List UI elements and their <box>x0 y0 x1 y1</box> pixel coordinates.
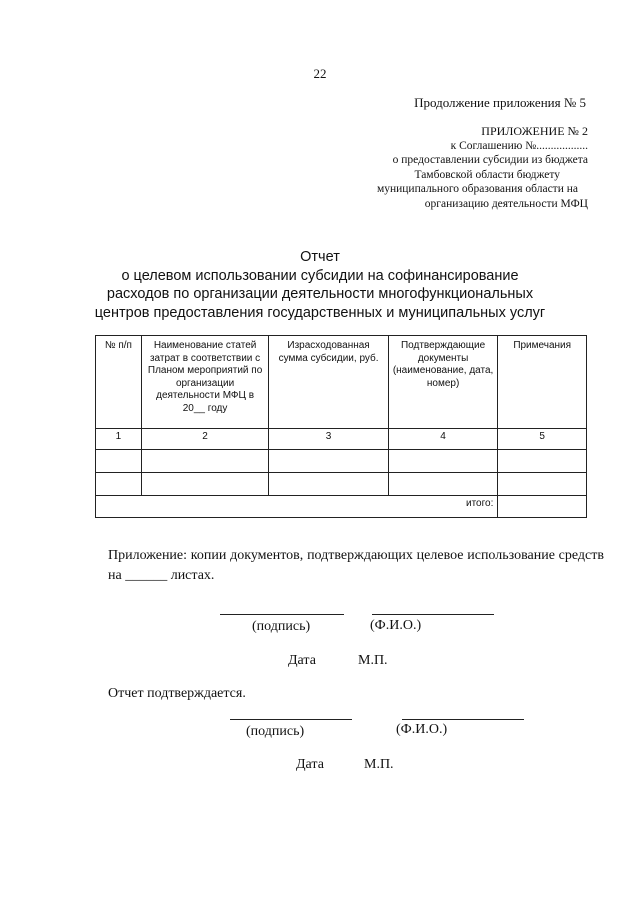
signature-label: (подпись) <box>246 724 305 739</box>
continuation-label: Продолжение приложения № 5 <box>414 95 586 110</box>
date-label: Дата <box>296 757 324 772</box>
report-title-line-2: о целевом использовании субсидии на софинансирование <box>121 267 519 284</box>
name-line <box>402 719 524 720</box>
signature-line <box>220 614 344 615</box>
table-cell[interactable] <box>96 473 142 496</box>
table-column-numbers-row <box>96 429 587 450</box>
table-total-row <box>96 496 587 518</box>
report-title-line-1: Отчет <box>300 249 340 265</box>
page-number: 22 <box>313 66 327 81</box>
column-number: 4 <box>388 429 498 450</box>
column-number: 3 <box>269 429 388 450</box>
annex-line-3: Тамбовской области бюджету <box>414 168 560 181</box>
total-label: итого: <box>96 496 498 518</box>
agreement-number-blank: .................. <box>536 139 588 152</box>
signature-line <box>230 719 352 720</box>
table-cell[interactable] <box>141 450 269 473</box>
header-documents: Подтверждающие документы (наименование, дата, номер) <box>388 336 498 429</box>
table-cell[interactable] <box>388 473 498 496</box>
seal-label: М.П. <box>358 653 388 668</box>
column-number: 1 <box>96 429 142 450</box>
header-notes: Примечания <box>498 336 587 429</box>
date-label: Дата <box>288 653 316 668</box>
attachment-note: Приложение: копии документов, подтверждающих целевое использование средств на ______ листах. <box>108 548 604 583</box>
report-title <box>0 248 640 322</box>
name-label: (Ф.И.О.) <box>396 722 448 737</box>
annex-line-5: организацию деятельности МФЦ <box>424 197 588 210</box>
table-row <box>96 450 587 473</box>
report-title-line-4: центров предоставления государственных и муниципальных услуг <box>94 304 546 321</box>
table-cell[interactable] <box>269 450 388 473</box>
seal-label: М.П. <box>364 757 394 772</box>
header-spent-amount: Израсходованная сумма субсидии, руб. <box>269 336 388 429</box>
name-label: (Ф.И.О.) <box>370 618 422 633</box>
table-cell[interactable] <box>498 473 587 496</box>
column-number: 2 <box>141 429 269 450</box>
column-number: 5 <box>498 429 587 450</box>
annex-line-2: о предоставлении субсидии из бюджета <box>392 154 588 166</box>
table-cell[interactable] <box>388 450 498 473</box>
header-number: № п/п <box>96 336 142 429</box>
name-line <box>372 614 494 615</box>
header-cost-items: Наименование статей затрат в соответствии с Планом мероприятий по организации деятельности МФЦ в 20__ году <box>141 336 269 429</box>
table-header-row <box>96 336 587 429</box>
table-cell[interactable] <box>141 473 269 496</box>
table-row <box>96 473 587 496</box>
annex-title: ПРИЛОЖЕНИЕ № 2 <box>481 124 588 138</box>
annex-line-4: муниципального образования области на <box>376 183 578 195</box>
report-title-line-3: расходов по организации деятельности многофункциональных <box>106 286 534 302</box>
confirmation-text: Отчет подтверждается. <box>108 686 246 701</box>
report-table <box>95 335 587 518</box>
table-cell[interactable] <box>269 473 388 496</box>
total-value-cell[interactable] <box>498 496 587 518</box>
annex-agreement-line <box>377 139 588 154</box>
table-cell[interactable] <box>498 450 587 473</box>
signature-label: (подпись) <box>252 619 311 634</box>
annex-agreement-text: к Соглашению № <box>450 139 537 152</box>
annex-header <box>377 124 588 211</box>
table-cell[interactable] <box>96 450 142 473</box>
